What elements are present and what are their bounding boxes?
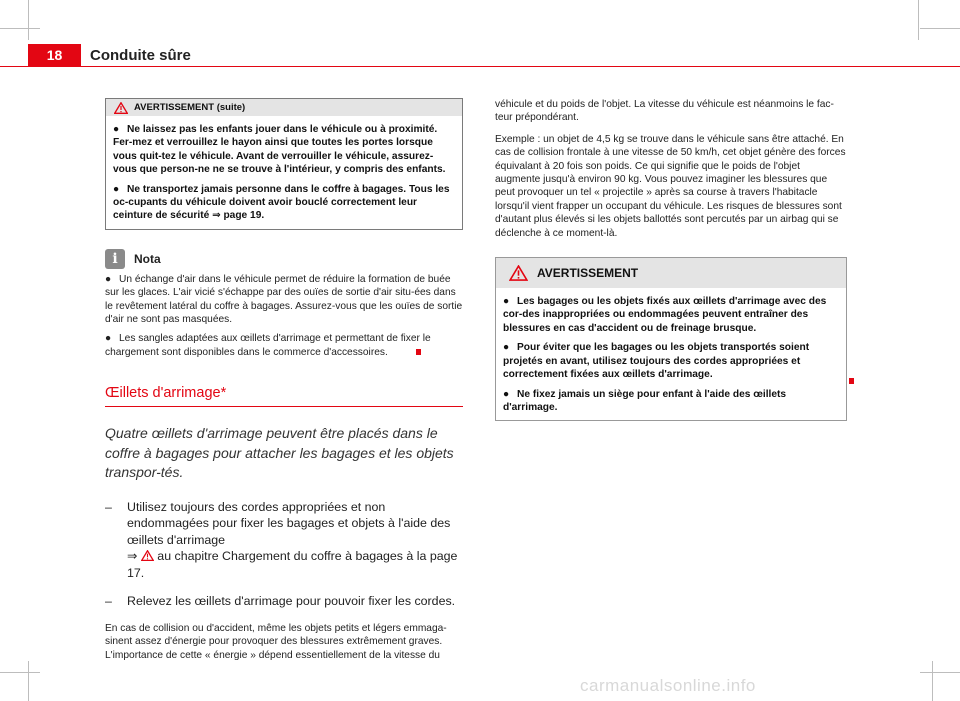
warning-heading: AVERTISSEMENT — [537, 266, 639, 281]
instruction-step: – Utilisez toujours des cordes appropriées et non endommagées pour fixer les bagages et objets à l'aide des œillets d'arrimage ⇒ au chapitre Chargement du coffre à bagages à la page 17. — [105, 499, 458, 580]
body-paragraph: Exemple : un objet de 4,5 kg se trouve dans le véhicule sans être attaché. En cas de collision frontale à une vitesse de 50 km/h, cet objet génère des forces équivalant à 20 fois son poids. Ce qui signifie que le poids de l'objet augmente jusqu'à environ 90 kg. Vous pouvez imaginer les blessures que peut provoquer un tel « projectile » après sa course à travers l'habitacle lorsqu'il vient frapper un occupant du véhicule. Les risques de blessures sont d'autant plus élevés si les objets ballottés sont percutés par un airbag qui se déclenche à ce moment-là. — [495, 133, 846, 239]
crop-mark — [920, 672, 960, 673]
body-paragraph: véhicule et du poids de l'objet. La vitesse du véhicule est néanmoins le fac-teur prépondérant. — [495, 99, 834, 124]
right-column — [495, 98, 847, 421]
warning-item: ● Ne laissez pas les enfants jouer dans le véhicule ou à proximité. Fer-mez et verrouillez le hayon ainsi que toutes les portes lorsque vous quit-tez le véhicule. Avant de verrouiller le véhicule, assurez-vous que person-ne ne se trouve à l'intérieur, y compris des enfants. — [113, 124, 446, 176]
section-end-marker — [416, 349, 421, 355]
left-column — [105, 98, 463, 662]
page-number: 18 — [28, 44, 81, 66]
warning-item: ● Ne fixez jamais un siège pour enfant à l'aide des œillets d'arrimage. — [503, 388, 787, 413]
crop-mark — [920, 28, 960, 29]
warning-body — [496, 288, 846, 420]
warning-item: ● Les bagages ou les objets fixés aux œillets d'arrimage avec des cor-des inappropriées ou endommagées peuvent entraîner des blessures en cas d'accident ou de freinage brusque. — [503, 296, 827, 334]
crop-mark — [28, 661, 29, 701]
info-icon: i — [105, 249, 125, 269]
warning-continued-header — [106, 99, 462, 116]
crop-mark — [932, 661, 933, 701]
note-header — [105, 249, 463, 269]
body-paragraph: En cas de collision ou d'accident, même les objets petits et légers emmaga-sinent assez d'énergie pour provoquer des blessures extrêmement graves. L'importance de cette « énergie » dépend essentiellement de la vitesse du — [105, 622, 447, 661]
warning-continued-heading: AVERTISSEMENT (suite) — [134, 102, 246, 113]
note-title: Nota — [134, 251, 161, 266]
section-intro: Quatre œillets d'arrimage peuvent être placés dans le coffre à bagages pour attacher les bagages et les objets transpor-tés. — [105, 425, 454, 481]
warning-header — [496, 258, 846, 288]
warning-triangle-icon — [509, 265, 528, 281]
warning-triangle-icon — [141, 550, 154, 561]
instruction-step: – Relevez les œillets d'arrimage pour pouvoir fixer les cordes. — [105, 594, 456, 609]
warning-box — [495, 257, 847, 421]
crop-mark — [918, 0, 919, 40]
header-rule — [0, 66, 960, 67]
warning-item: ● Ne transportez jamais personne dans le coffre à bagages. Tous les oc-cupants du véhicule doivent avoir bouclé correctement leur ceinture de sécurité ⇒ page 19. — [113, 183, 450, 222]
watermark: carmanualsonline.info — [580, 676, 756, 695]
warning-triangle-icon — [114, 102, 128, 114]
section-end-marker — [849, 378, 854, 384]
warning-continued-body — [106, 116, 462, 229]
crop-mark — [28, 0, 29, 40]
warning-item: ● Pour éviter que les bagages ou les objets transportés soient projetés en avant, utilisez toujours des cordes appropriées et correctement fixées aux œillets d'arrimage. — [503, 342, 810, 381]
note-item: ● Les sangles adaptées aux œillets d'arrimage et permettant de fixer le chargement sont disponibles dans le commerce d'accessoires. — [105, 333, 431, 358]
page-title: Conduite sûre — [90, 47, 191, 64]
cross-reference-link[interactable]: au chapitre Chargement du coffre à bagages à la page 17. — [127, 549, 458, 580]
crop-mark — [0, 672, 40, 673]
warning-continued-box — [105, 98, 463, 230]
crop-mark — [0, 28, 40, 29]
note-item: ● Un échange d'air dans le véhicule permet de réduire la formation de buée sur les glaces. L'air vicié s'échappe par des ouïes de sortie d'air situ-ées dans le revêtement latéral du coffre à bagages. Assurez-vous que les ouïes de sortie d'air ne sont pas masquées. — [105, 273, 463, 326]
section-title: Œillets d'arrimage* — [105, 385, 463, 407]
